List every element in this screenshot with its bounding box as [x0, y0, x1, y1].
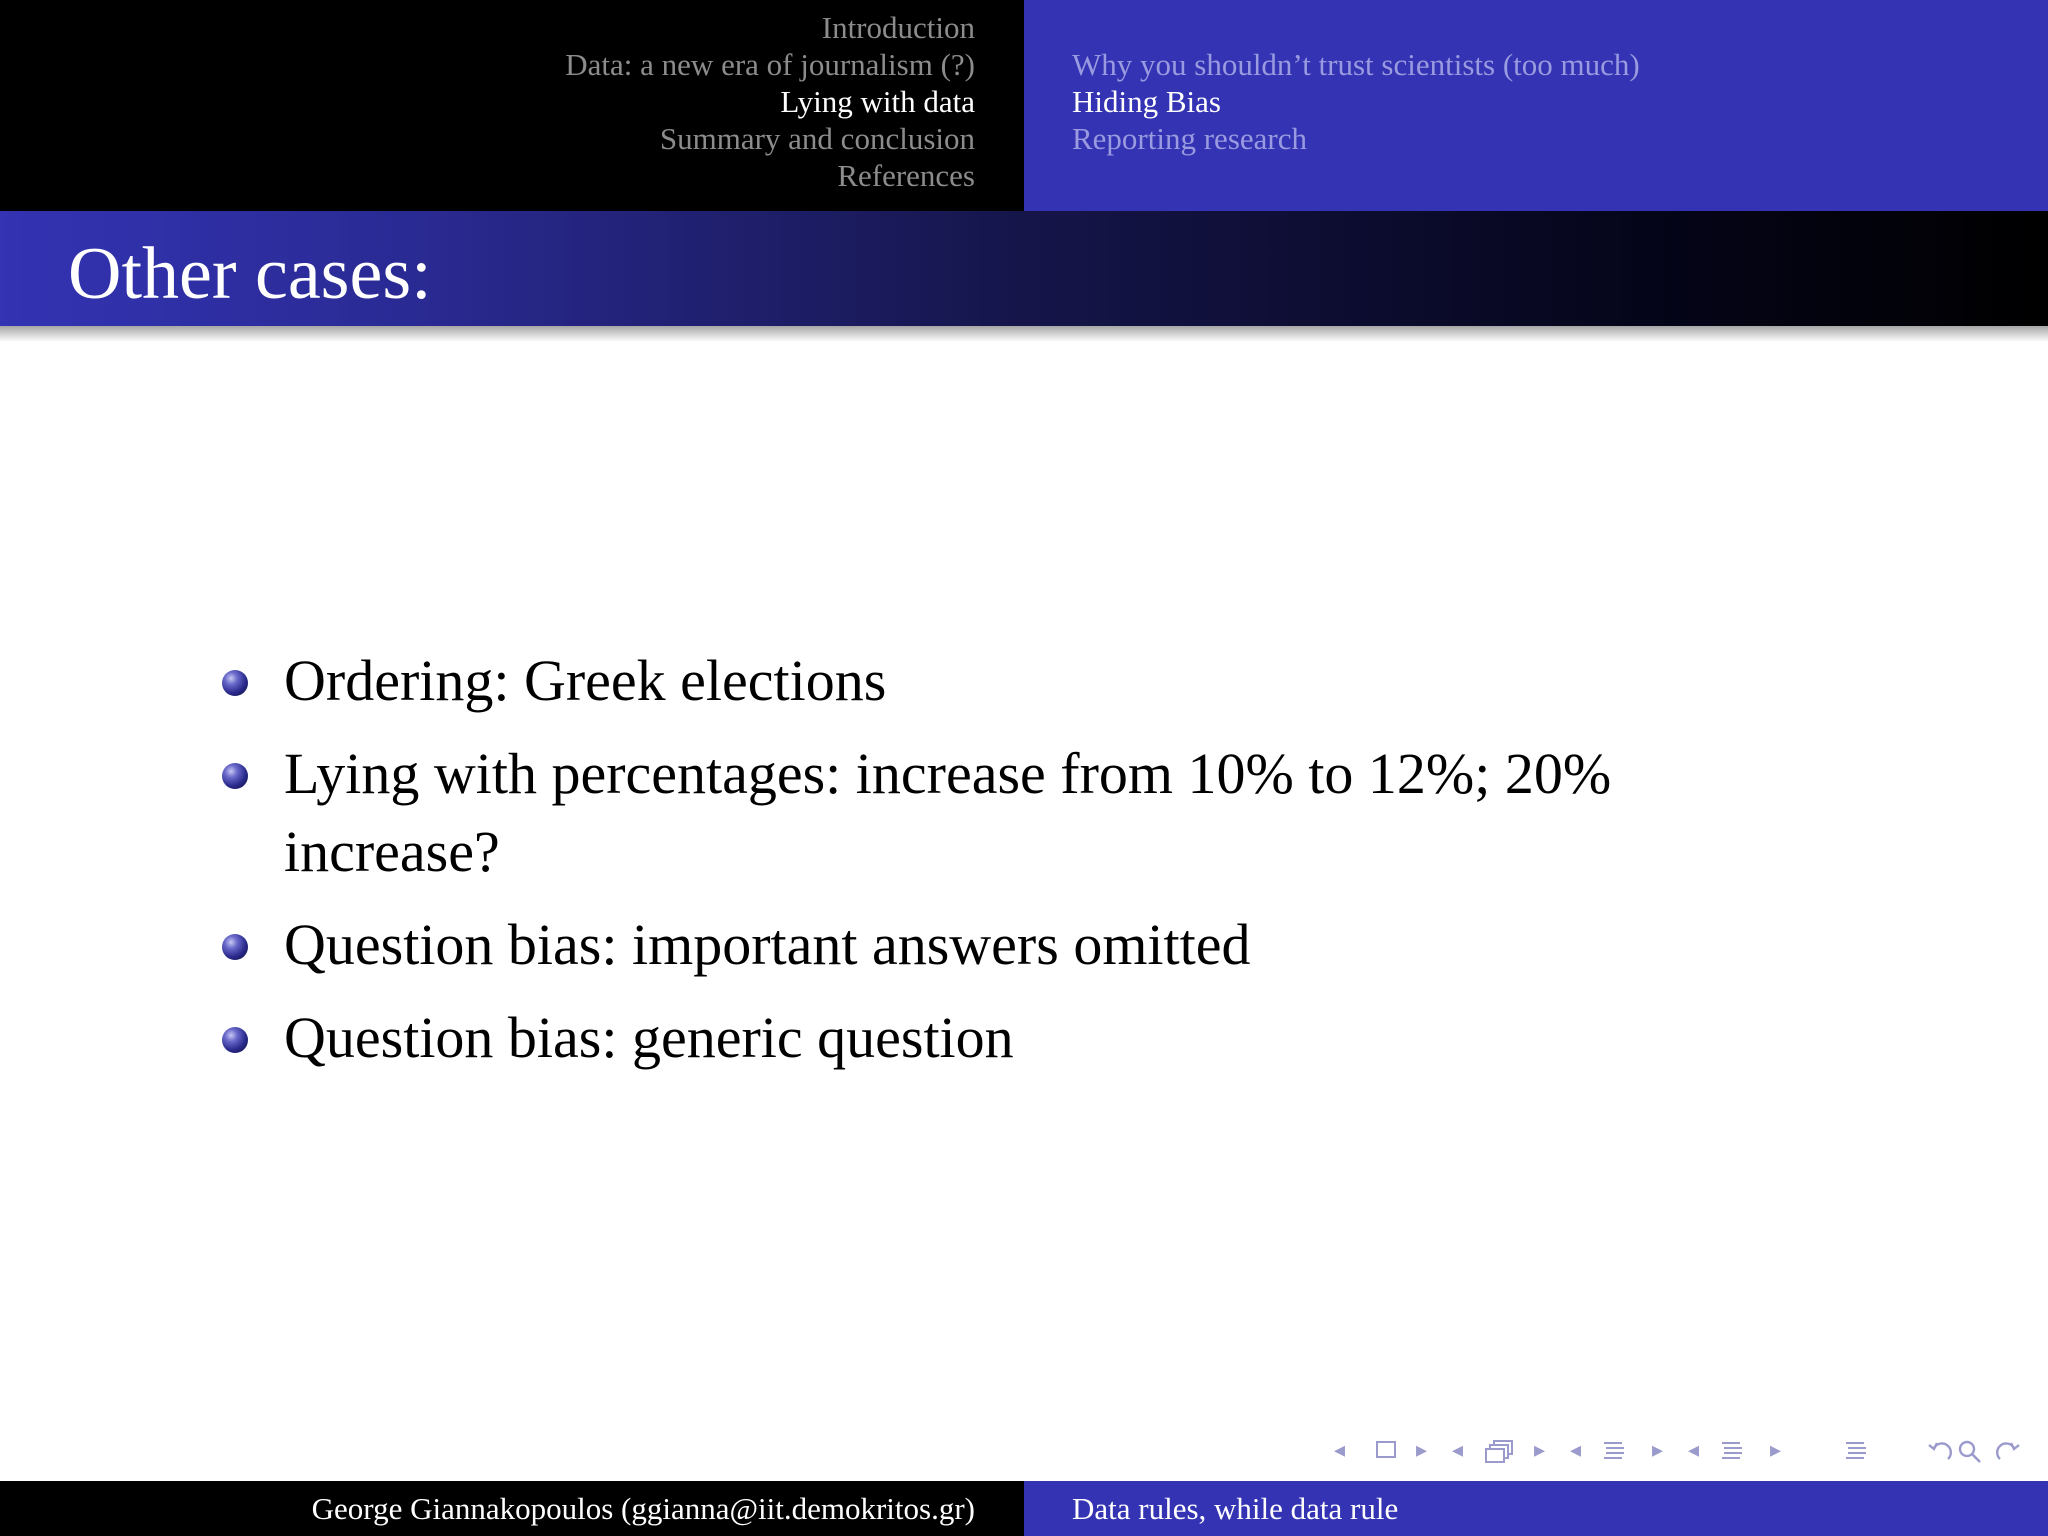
section-navigation	[0, 0, 1024, 211]
section-icon[interactable]	[1600, 1439, 1628, 1465]
footer-talk-title: Data rules, while data rule	[1072, 1491, 1399, 1526]
nav-subsection-hiding-bias[interactable]: Hiding Bias	[1072, 84, 1221, 119]
bullet-icon	[222, 763, 248, 789]
bullet-icon	[222, 670, 248, 696]
bullet-item	[222, 906, 1802, 984]
subsection-icon[interactable]	[1484, 1439, 1518, 1465]
title-shadow	[0, 326, 2048, 342]
footer-author: George Giannakopoulos (ggianna@iit.demokritos.gr)	[311, 1491, 975, 1526]
forward-icon[interactable]	[1992, 1439, 2022, 1465]
arrow-left-icon[interactable]: ◂	[1452, 1438, 1464, 1463]
nav-section-references[interactable]: References	[837, 158, 975, 193]
search-icon[interactable]	[1956, 1439, 1986, 1465]
arrow-right-icon[interactable]: ▸	[1770, 1438, 1782, 1463]
subsection-navigation	[1024, 0, 2048, 211]
nav-subsection-reporting-research[interactable]: Reporting research	[1072, 121, 1307, 156]
bullet-icon	[222, 934, 248, 960]
nav-section-summary[interactable]: Summary and conclusion	[659, 121, 975, 156]
bullet-list	[222, 642, 1802, 1092]
appendix-icon[interactable]	[1842, 1439, 1870, 1465]
arrow-left-icon[interactable]: ◂	[1334, 1438, 1346, 1463]
nav-section-data-new-era[interactable]: Data: a new era of journalism (?)	[565, 47, 975, 82]
nav-subsection-trust-scientists[interactable]: Why you shouldn’t trust scientists (too much)	[1072, 47, 1640, 82]
arrow-left-icon[interactable]: ◂	[1570, 1438, 1582, 1463]
bullet-text: Question bias: important answers omitted	[284, 912, 1251, 977]
bullet-item	[222, 642, 1802, 720]
bullet-text: Question bias: generic question	[284, 1005, 1014, 1070]
footer-title-box	[1024, 1481, 2048, 1536]
arrow-left-icon[interactable]: ◂	[1688, 1438, 1700, 1463]
bullet-item	[222, 735, 1802, 891]
arrow-right-icon[interactable]: ▸	[1416, 1438, 1428, 1463]
frame-title: Other cases:	[68, 233, 432, 315]
frame-title-bar	[0, 211, 2048, 326]
nav-section-lying-with-data[interactable]: Lying with data	[780, 84, 975, 119]
arrow-right-icon[interactable]: ▸	[1534, 1438, 1546, 1463]
footer-author-box	[0, 1481, 1024, 1536]
arrow-right-icon[interactable]: ▸	[1652, 1438, 1664, 1463]
bullet-icon	[222, 1027, 248, 1053]
frame-icon[interactable]	[1374, 1439, 1398, 1461]
nav-section-introduction[interactable]: Introduction	[821, 10, 975, 45]
bullet-item	[222, 999, 1802, 1077]
navigation-symbols	[1334, 1433, 2034, 1469]
bullet-text: Lying with percentages: increase from 10% to 12%; 20% increase?	[284, 741, 1612, 884]
back-icon[interactable]	[1926, 1439, 1956, 1465]
presentation-icon[interactable]	[1718, 1439, 1746, 1465]
bullet-text: Ordering: Greek elections	[284, 648, 887, 713]
